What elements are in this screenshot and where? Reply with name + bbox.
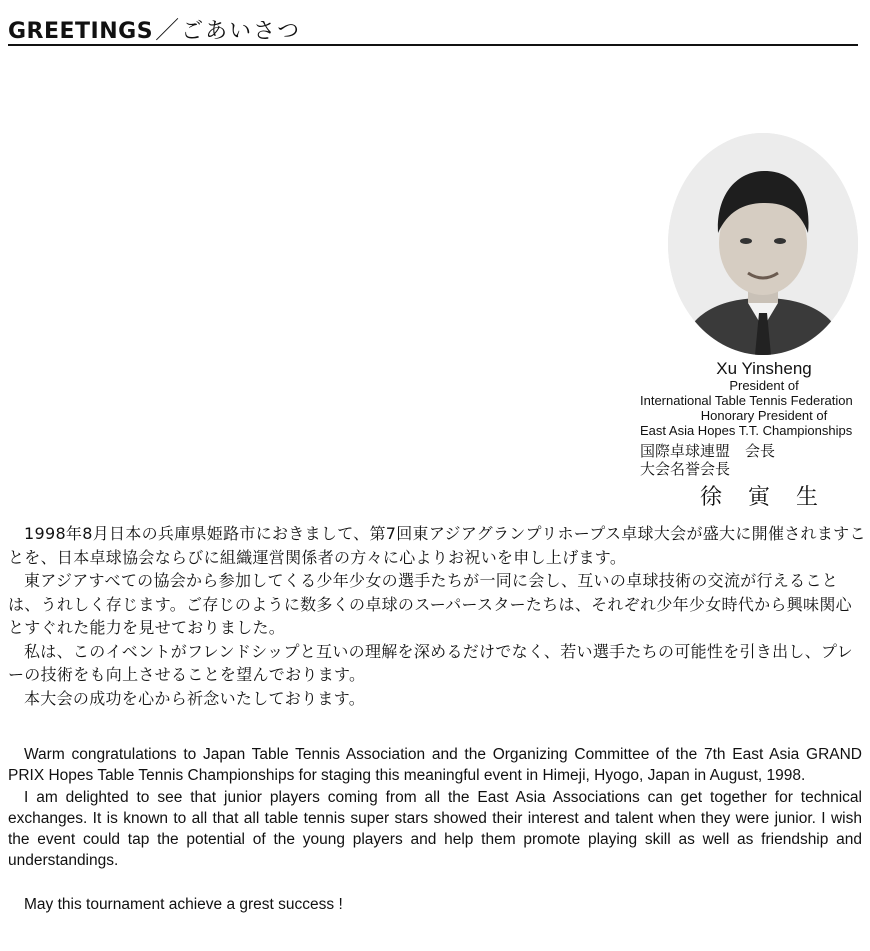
author-name: Xu Yinsheng [716,359,812,378]
portrait-figure [668,133,858,355]
jp-paragraph: 私は、このイベントがフレンドシップと互いの理解を深めるだけでなく、若い選手たちの可能性を引き出し、プレーの技術をも向上させることを望んでおります。 [8,641,853,684]
en-paragraph: I am delighted to see that junior players coming from all the East Asia Associations can get together for technical exchanges. It is known to all that all table tennis super stars showed their interest and talent when they were junior. I wish the event could tap the potential of the young players and help them promote playing skill as well as friendship and understandings. [8,788,862,870]
author-title-line: President of [729,378,799,393]
author-jp-title: 大会名誉会長 [640,460,731,478]
author-byline [640,360,870,438]
closing-line: May this tournament achieve a grest success ! [24,895,343,913]
author-title-line: Honorary President of [700,408,828,423]
author-jp-titles [640,442,775,478]
title-separator: ／ [155,16,180,44]
author-jp-name: 徐寅生 [700,485,845,510]
author-title-line: International Table Tennis Federation [640,393,853,408]
japanese-message [8,522,866,710]
en-paragraph: Warm congratulations to Japan Table Tennis Association and the Organizing Committee of the 7th East Asia GRAND PRIX Hopes Table Tennis Championships for staging this meaningful event in Himeji, Hyogo, Japan in August, 1998. [8,746,862,785]
portrait-photo [668,133,858,355]
english-message [8,744,862,915]
page-header [8,6,858,46]
page-title-en: GREETINGS [8,19,154,44]
author-title-line: East Asia Hopes T.T. Championships [640,423,853,438]
jp-paragraph: 1998年8月日本の兵庫県姫路市におきまして、第7回東アジアグランプリホープス卓球大会が盛大に開催されますことを、日本卓球協会ならびに組織運営関係者の方々に心よりお祝いを申し上げます。 [8,524,866,567]
author-jp-title: 国際卓球連盟 会長 [640,442,776,460]
jp-paragraph: 本大会の成功を心から祈念いたしております。 [24,688,366,708]
jp-paragraph: 東アジアすべての協会から参加してくる少年少女の選手たちが一同に会し、互いの卓球技術の交流が行えることは、うれしく存じます。ご存じのように数多くの卓球のスーパースターたちは、それぞれ少年少女時代から興味関心とすぐれた能力を見せておりました。 [8,571,852,637]
page-title-jp: ごあいさつ [181,19,302,44]
